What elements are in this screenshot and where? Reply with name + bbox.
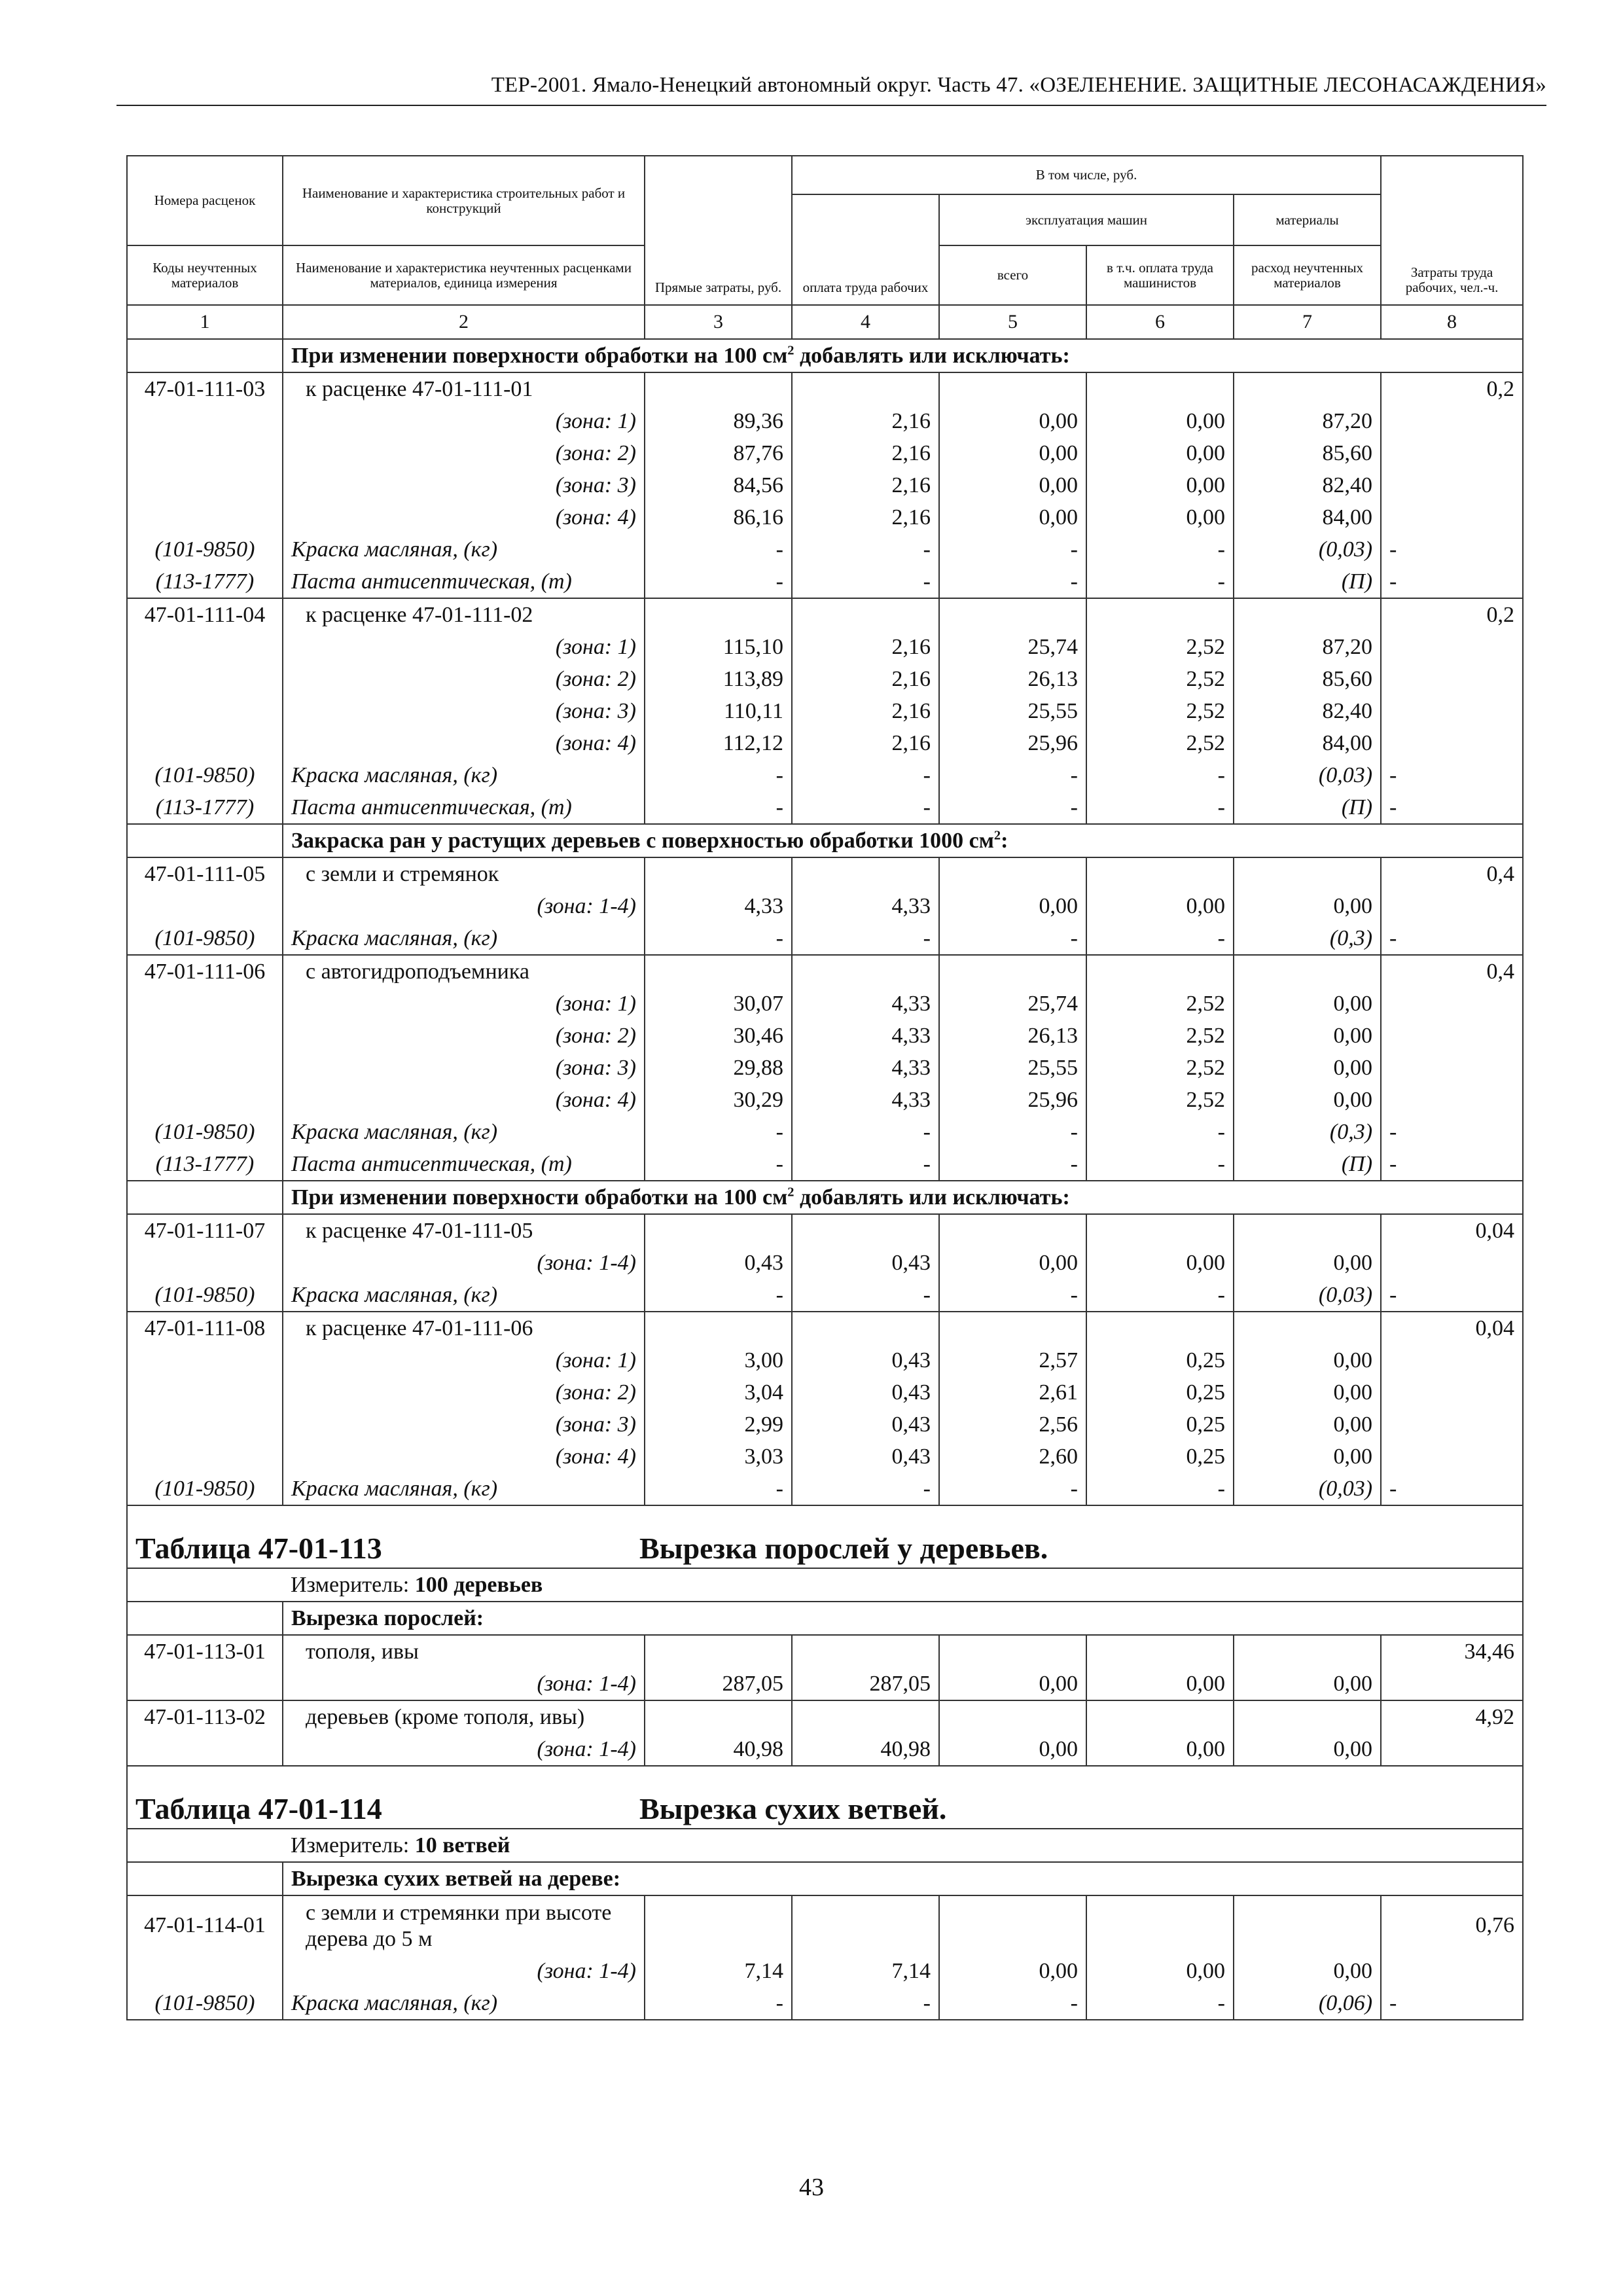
rate-code: 47-01-111-05: [127, 857, 283, 890]
zone-row: (зона: 1-4) 4,33 4,33 0,00 0,00 0,00: [127, 890, 1523, 922]
labor-value: 4,92: [1381, 1700, 1523, 1733]
zone-row: (зона: 1) 89,36 2,16 0,00 0,00 87,20: [127, 405, 1523, 437]
hdr-material-codes: Коды неучтенных материалов: [127, 245, 283, 305]
hdr-work-name: Наименование и характеристика строительных работ и конструкций: [283, 156, 645, 245]
zone-row: (зона: 3) 29,88 4,33 25,55 2,52 0,00: [127, 1052, 1523, 1084]
rate-code: 47-01-113-02: [127, 1700, 283, 1733]
hdr-material-use: расход неучтенных материалов: [1234, 245, 1381, 305]
rate-name: к расценке 47-01-111-05: [283, 1214, 645, 1247]
zone-row: (зона: 1-4) 7,14 7,14 0,00 0,00 0,00: [127, 1955, 1523, 1987]
running-head: ТЕР-2001. Ямало-Ненецкий автономный округ. Часть 47. «ОЗЕЛЕНЕНИЕ. ЗАЩИТНЫЕ ЛЕСОНАСАЖДЕНИЯ»: [491, 73, 1546, 97]
hdr-wage: оплата труда рабочих: [792, 194, 939, 305]
labor-value: 0,2: [1381, 598, 1523, 631]
colnum: 5: [939, 305, 1086, 339]
labor-value: 0,76: [1381, 1895, 1523, 1955]
material-row: (101-9850) Краска масляная, (кг) - - - - (0,03) -: [127, 759, 1523, 791]
rate-code: 47-01-111-03: [127, 372, 283, 405]
section-heading: Вырезка сухих ветвей на дереве:: [283, 1862, 1523, 1895]
rate-code: 47-01-111-07: [127, 1214, 283, 1247]
rate-name: к расценке 47-01-111-06: [283, 1312, 645, 1344]
material-row: (101-9850) Краска масляная, (кг) - - - - (0,03) -: [127, 533, 1523, 565]
rate-code: 47-01-111-04: [127, 598, 283, 631]
zone-row: (зона: 2) 3,04 0,43 2,61 0,25 0,00: [127, 1376, 1523, 1408]
hdr-rate-numbers: Номера расценок: [127, 156, 283, 245]
material-row: (101-9850) Краска масляная, (кг) - - - - (0,06) -: [127, 1987, 1523, 2020]
zone-row: (зона: 2) 87,76 2,16 0,00 0,00 85,60: [127, 437, 1523, 469]
section-heading: При изменении поверхности обработки на 100 $см^2$ добавлять или исключать:: [283, 1181, 1523, 1214]
labor-value: 0,4: [1381, 857, 1523, 890]
rate-name: с земли и стремянок: [283, 857, 645, 890]
rate-code: 47-01-111-08: [127, 1312, 283, 1344]
zone-row: (зона: 3) 2,99 0,43 2,56 0,25 0,00: [127, 1408, 1523, 1441]
zone-row: (зона: 1-4) 0,43 0,43 0,00 0,00 0,00: [127, 1247, 1523, 1279]
rate-name: с земли и стремянки при высоте дерева до 5 м: [283, 1895, 645, 1955]
rate-code: 47-01-111-06: [127, 955, 283, 988]
table-113-title: Вырезка порослей у деревьев.: [792, 1505, 1523, 1568]
hdr-direct-costs: Прямые затраты, руб.: [645, 156, 792, 305]
header-rule: [116, 105, 1546, 106]
rate-name: тополя, ивы: [283, 1635, 645, 1668]
hdr-machines: эксплуатация машин: [939, 194, 1234, 245]
rate-name: деревьев (кроме тополя, ивы): [283, 1700, 645, 1733]
zone-row: (зона: 4) 112,12 2,16 25,96 2,52 84,00: [127, 727, 1523, 759]
hdr-materials: материалы: [1234, 194, 1381, 245]
colnum: 7: [1234, 305, 1381, 339]
table-114-title: Вырезка сухих ветвей.: [792, 1766, 1523, 1829]
rate-row: [127, 1635, 1523, 1668]
labor-value: 34,46: [1381, 1635, 1523, 1668]
section-heading: Вырезка порослей:: [283, 1602, 1523, 1635]
rate-row: [127, 1312, 1523, 1344]
hdr-machines-total: всего: [939, 245, 1086, 305]
price-table: [126, 155, 1524, 2020]
zone-row: (зона: 1-4) 287,05 287,05 0,00 0,00 0,00: [127, 1668, 1523, 1700]
material-row: (101-9850) Краска масляная, (кг) - - - - (0,03) -: [127, 1279, 1523, 1312]
rate-row: [127, 1214, 1523, 1247]
zone-row: (зона: 1) 30,07 4,33 25,74 2,52 0,00: [127, 988, 1523, 1020]
section-heading: Закраска ран у растущих деревьев с поверхностью обработки 1000 $см^2$:: [283, 824, 1523, 857]
material-row: (113-1777) Паста антисептическая, (т) - - - - (П) -: [127, 1148, 1523, 1181]
rate-name: с автогидроподъемника: [283, 955, 645, 988]
rate-row: [127, 857, 1523, 890]
zone-row: (зона: 3) 110,11 2,16 25,55 2,52 82,40: [127, 695, 1523, 727]
hdr-labor: Затраты труда рабочих, чел.-ч.: [1381, 156, 1523, 305]
material-row: (101-9850) Краска масляная, (кг) - - - - (0,03) -: [127, 1473, 1523, 1505]
table-114-number: Таблица 47-01-114: [127, 1766, 792, 1829]
colnum: 1: [127, 305, 283, 339]
table-113-number: Таблица 47-01-113: [127, 1505, 792, 1568]
rate-row: [127, 955, 1523, 988]
zone-row: (зона: 4) 86,16 2,16 0,00 0,00 84,00: [127, 501, 1523, 533]
zone-row: (зона: 4) 30,29 4,33 25,96 2,52 0,00: [127, 1084, 1523, 1116]
colnum: 8: [1381, 305, 1523, 339]
rate-name: к расценке 47-01-111-01: [283, 372, 645, 405]
hdr-material-names: Наименование и характеристика неучтенных расценками материалов, единица измерения: [283, 245, 645, 305]
zone-row: (зона: 1-4) 40,98 40,98 0,00 0,00 0,00: [127, 1733, 1523, 1766]
zone-row: (зона: 2) 30,46 4,33 26,13 2,52 0,00: [127, 1020, 1523, 1052]
colnum: 4: [792, 305, 939, 339]
zone-row: (зона: 1) 115,10 2,16 25,74 2,52 87,20: [127, 631, 1523, 663]
labor-value: 0,2: [1381, 372, 1523, 405]
material-row: (101-9850) Краска масляная, (кг) - - - - (0,3) -: [127, 1116, 1523, 1148]
table-113-measure: Измеритель: 100 деревьев: [283, 1568, 1523, 1602]
colnum: 3: [645, 305, 792, 339]
zone-row: (зона: 1) 3,00 0,43 2,57 0,25 0,00: [127, 1344, 1523, 1376]
material-row: (113-1777) Паста антисептическая, (т) - - - - (П) -: [127, 565, 1523, 598]
labor-value: 0,04: [1381, 1312, 1523, 1344]
zone-row: (зона: 2) 113,89 2,16 26,13 2,52 85,60: [127, 663, 1523, 695]
colnum: 6: [1086, 305, 1234, 339]
rate-code: 47-01-113-01: [127, 1635, 283, 1668]
page-number: 43: [799, 2174, 824, 2201]
labor-value: 0,04: [1381, 1214, 1523, 1247]
rate-row: [127, 1895, 1523, 1955]
table-114-measure: Измеритель: 10 ветвей: [283, 1829, 1523, 1862]
zone-row: (зона: 3) 84,56 2,16 0,00 0,00 82,40: [127, 469, 1523, 501]
rate-row: [127, 372, 1523, 405]
labor-value: 0,4: [1381, 955, 1523, 988]
hdr-including: В том числе, руб.: [792, 156, 1381, 194]
rate-name: к расценке 47-01-111-02: [283, 598, 645, 631]
rate-row: [127, 598, 1523, 631]
hdr-machinist-wage: в т.ч. оплата труда машинистов: [1086, 245, 1234, 305]
material-row: (101-9850) Краска масляная, (кг) - - - - (0,3) -: [127, 922, 1523, 955]
zone-row: (зона: 4) 3,03 0,43 2,60 0,25 0,00: [127, 1441, 1523, 1473]
rate-code: 47-01-114-01: [127, 1895, 283, 1955]
section-heading: При изменении поверхности обработки на 100 $см^2$ добавлять или исключать:: [283, 339, 1523, 372]
colnum: 2: [283, 305, 645, 339]
material-row: (113-1777) Паста антисептическая, (т) - - - - (П) -: [127, 791, 1523, 824]
rate-row: [127, 1700, 1523, 1733]
